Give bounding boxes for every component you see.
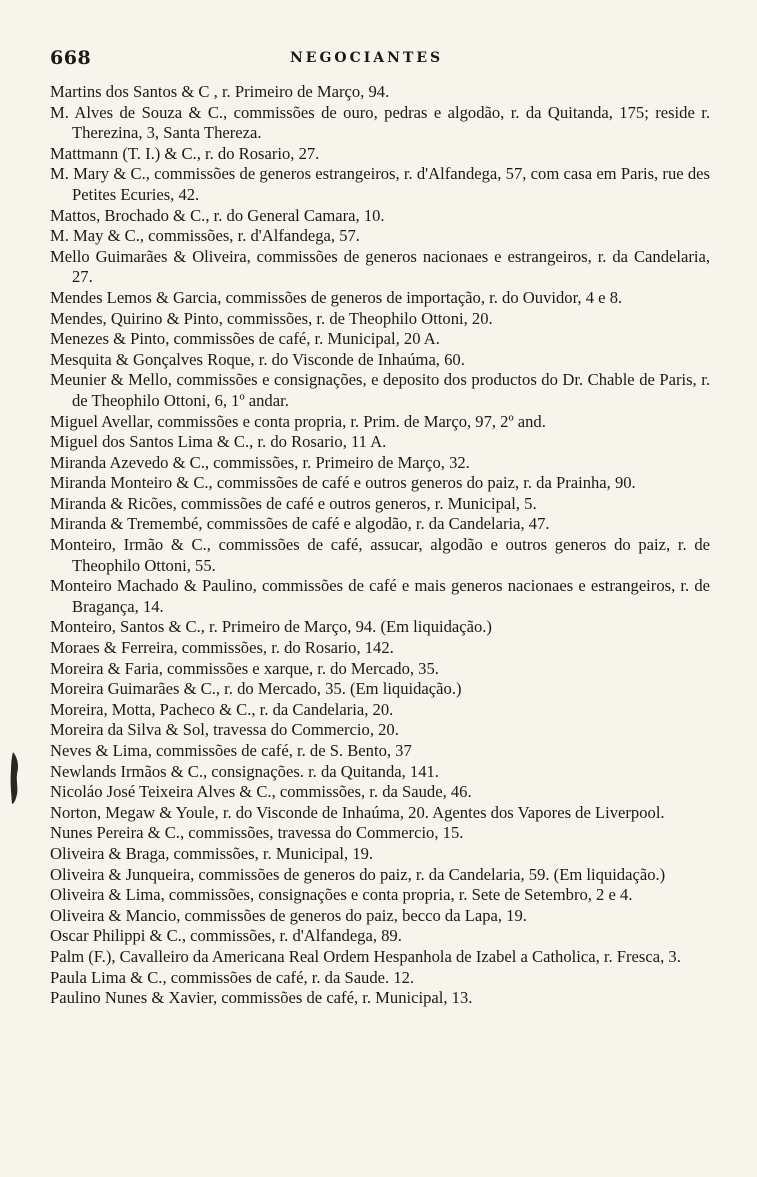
merchant-entries-list (50, 82, 710, 1009)
merchant-entry: Miguel Avellar, commissões e conta propria, r. Prim. de Março, 97, 2º and. (50, 411, 546, 431)
merchant-entry: Monteiro Machado & Paulino, commissões de café e mais generos nacionaes e estrangeiros, r. de Bragança, 14. (50, 576, 710, 616)
merchant-entry: Moraes & Ferreira, commissões, r. do Rosario, 142. (50, 638, 394, 658)
merchant-entry: Oliveira & Mancio, commissões de generos do paiz, becco da Lapa, 19. (50, 905, 527, 925)
merchant-entry: Miranda & Tremembé, commissões de café e algodão, r. da Candelaria, 47. (50, 514, 550, 534)
merchant-entry: Monteiro, Irmão & C., commissões de café, assucar, algodão e outros generos do paiz, r. de Theophilo Ottoni, 55. (50, 535, 710, 575)
margin-ink-mark-icon (10, 752, 20, 804)
merchant-entry: Mendes Lemos & Garcia, commissões de generos de importação, r. do Ouvidor, 4 e 8. (50, 287, 623, 307)
merchant-entry: Norton, Megaw & Youle, r. do Visconde de Inhaúma, 20. Agentes dos Vapores de Liverpool. (50, 802, 665, 822)
merchant-entry: Menezes & Pinto, commissões de café, r. Municipal, 20 A. (50, 329, 440, 349)
running-head-title: NEGOCIANTES (290, 50, 444, 66)
merchant-entry: Oscar Philippi & C., commissões, r. d'Alfandega, 89. (50, 926, 402, 946)
merchant-entry: Newlands Irmãos & C., consignações. r. da Quitanda, 141. (50, 761, 439, 781)
merchant-entry: Miranda Monteiro & C., commissões de café e outros generos do paiz, r. da Prainha, 90. (50, 473, 636, 493)
merchant-entry: Mattos, Brochado & C., r. do General Camara, 10. (50, 205, 385, 225)
merchant-entry: Mello Guimarães & Oliveira, commissões de generos nacionaes e estrangeiros, r. da Candelaria, 27. (50, 246, 710, 287)
merchant-entry: Moreira & Faria, commissões e xarque, r. do Mercado, 35. (50, 658, 439, 678)
merchant-entry: Palm (F.), Cavalleiro da Americana Real Ordem Hespanhola de Izabel a Catholica, r. Fresca, 3. (50, 946, 681, 966)
merchant-entry: Mesquita & Gonçalves Roque, r. do Visconde de Inhaúma, 60. (50, 349, 465, 369)
merchant-entry: Oliveira & Junqueira, commissões de generos do paiz, r. da Candelaria, 59. (Em liquidação.) (50, 864, 666, 884)
merchant-entry: Oliveira & Lima, commissões, consignações e conta propria, r. Sete de Setembro, 2 e 4. (50, 885, 633, 905)
merchant-entry: Paula Lima & C., commissões de café, r. da Saude. 12. (50, 967, 415, 987)
page-number: 668 (50, 47, 92, 69)
merchant-entry: Miguel dos Santos Lima & C., r. do Rosario, 11 A. (50, 432, 387, 452)
merchant-entry: Meunier & Mello, commissões e consignações, e deposito dos productos do Dr. Chable de Paris, r. de Theophilo Ottoni, 6, 1º andar. (50, 370, 710, 410)
merchant-entry: Nunes Pereira & C., commissões, travessa do Commercio, 15. (50, 823, 464, 843)
merchant-entry: Nicoláo José Teixeira Alves & C., commissões, r. da Saude, 46. (50, 782, 472, 802)
merchant-entry: Miranda & Ricões, commissões de café e outros generos, r. Municipal, 5. (50, 493, 537, 513)
merchant-entry: Moreira, Motta, Pacheco & C., r. da Candelaria, 20. (50, 699, 394, 719)
merchant-entry: M. Mary & C., commissões de generos estrangeiros, r. d'Alfandega, 57, com casa em Paris, rue des Petites Ecuries, 42. (50, 164, 710, 204)
merchant-entry: Oliveira & Braga, commissões, r. Municipal, 19. (50, 843, 374, 863)
merchant-entry: Monteiro, Santos & C., r. Primeiro de Março, 94. (Em liquidação.) (50, 617, 492, 637)
merchant-entry: Mattmann (T. I.) & C., r. do Rosario, 27. (50, 143, 320, 163)
page-header (50, 47, 710, 71)
merchant-entry: Mendes, Quirino & Pinto, commissões, r. de Theophilo Ottoni, 20. (50, 308, 493, 328)
merchant-entry: Martins dos Santos & C , r. Primeiro de Março, 94. (50, 82, 390, 101)
merchant-entry: M. Alves de Souza & C., commissões de ouro, pedras e algodão, r. da Quitanda, 175; reside r. Therezina, 3, Santa Thereza. (50, 102, 710, 143)
merchant-entry: Moreira da Silva & Sol, travessa do Commercio, 20. (50, 720, 399, 740)
merchant-entry: M. May & C., commissões, r. d'Alfandega, 57. (50, 226, 360, 246)
merchant-entry: Miranda Azevedo & C., commissões, r. Primeiro de Março, 32. (50, 452, 470, 472)
merchant-entry: Paulino Nunes & Xavier, commissões de café, r. Municipal, 13. (50, 988, 473, 1008)
merchant-entry: Moreira Guimarães & C., r. do Mercado, 35. (Em liquidação.) (50, 679, 462, 699)
merchant-entry: Neves & Lima, commissões de café, r. de S. Bento, 37 (50, 741, 412, 760)
